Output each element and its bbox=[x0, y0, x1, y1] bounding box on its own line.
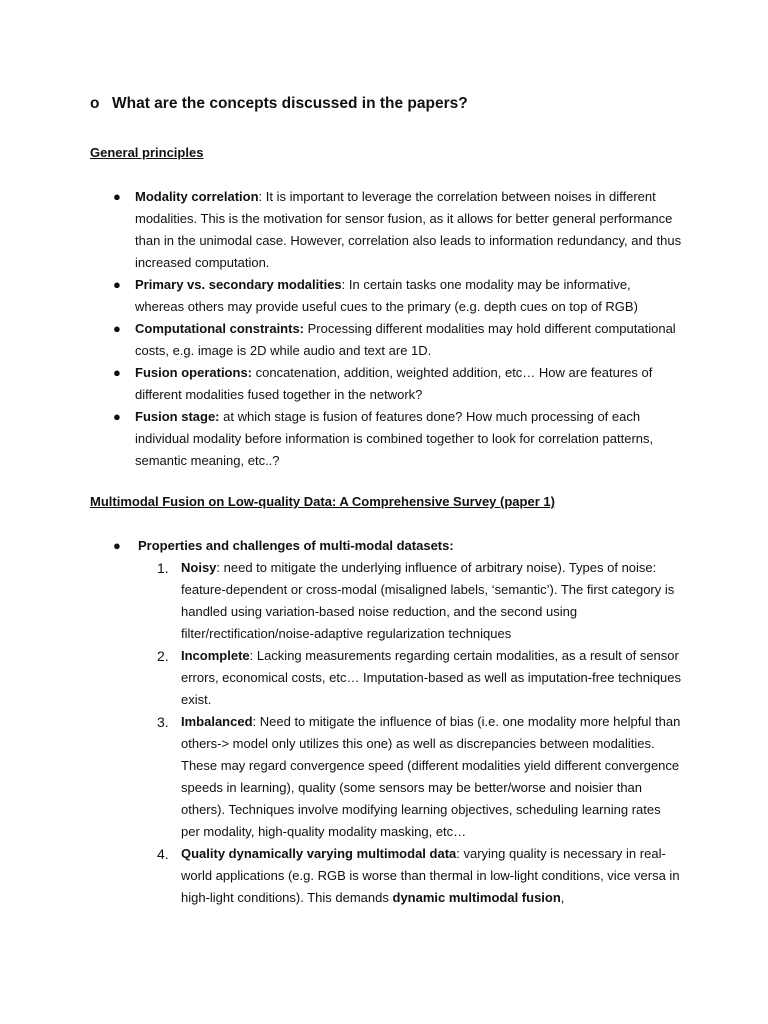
item-number: 4. bbox=[157, 846, 169, 862]
item-text: : Lacking measurements regarding certain modalities, as a result of sensor errors, economical costs, etc… Imputation-based as well as imputation-free techniques exist. bbox=[181, 648, 682, 707]
item-term: Modality correlation bbox=[135, 189, 259, 204]
heading-bullet: o bbox=[90, 95, 100, 112]
item-text: : Need to mitigate the influence of bias (i.e. one modality more helpful than others-> model only utilizes this one) as well as discrepancies between modalities. These may regard convergence speed (different modalities yield different convergence speeds in learning), quality (some sensors may be better/worse and noisier than others). Techniques involve modifying learning objectives, scheduling learning rates per modality, high-quality modality masking, etc… bbox=[181, 714, 681, 839]
item-term: Incomplete bbox=[181, 648, 250, 663]
heading-text: What are the concepts discussed in the papers? bbox=[112, 95, 468, 112]
item-term: Primary vs. secondary modalities bbox=[135, 277, 342, 292]
general-principles-list bbox=[113, 186, 683, 472]
properties-list bbox=[157, 557, 682, 909]
item-term: Fusion operations: bbox=[135, 365, 252, 380]
bullet-icon: ● bbox=[113, 321, 121, 336]
list-item bbox=[113, 406, 683, 472]
item-text: at which stage is fusion of features done? How much processing of each individual modality before information is combined together to look for correlation patterns, semantic meaning, etc..? bbox=[135, 409, 654, 468]
bullet-icon: ● bbox=[113, 538, 121, 553]
item-term: Quality dynamically varying multimodal data bbox=[181, 846, 457, 861]
list-item bbox=[157, 557, 681, 645]
bullet-icon: ● bbox=[113, 365, 121, 380]
item-text: : It is important to leverage the correlation between noises in different modalities. This is the motivation for sensor fusion, as it allows for better general performance than in the unimodal case. However, correlation also leads to information redundancy, and thus increased computation. bbox=[135, 189, 682, 270]
item-text: Processing different modalities may hold different computational costs, e.g. image is 2D while audio and text are 1D. bbox=[135, 321, 676, 358]
item-term: Fusion stage: bbox=[135, 409, 220, 424]
list-item bbox=[113, 318, 683, 362]
item-number: 2. bbox=[157, 648, 169, 664]
properties-heading-text: Properties and challenges of multi-modal datasets: bbox=[138, 538, 454, 553]
list-item bbox=[157, 843, 681, 909]
item-text: concatenation, addition, weighted addition, etc… How are features of different modalities fused together in the network? bbox=[135, 365, 653, 402]
item-number: 3. bbox=[157, 714, 169, 730]
list-item bbox=[113, 186, 683, 274]
bullet-icon: ● bbox=[113, 409, 121, 424]
item-tail-bold: dynamic multimodal fusion bbox=[392, 890, 561, 905]
item-number: 1. bbox=[157, 560, 169, 576]
item-text: : varying quality is necessary in real-world applications (e.g. RGB is worse than thermal in low-light conditions, vice versa in high-light conditions). This demands bbox=[181, 846, 680, 905]
paper1-title: Multimodal Fusion on Low-quality Data: A Comprehensive Survey (paper 1) bbox=[90, 494, 555, 509]
item-term: Computational constraints: bbox=[135, 321, 305, 336]
properties-heading bbox=[113, 535, 673, 557]
bullet-icon: ● bbox=[113, 277, 121, 292]
item-tail: , bbox=[560, 890, 565, 905]
bullet-icon: ● bbox=[113, 189, 121, 204]
item-text: : In certain tasks one modality may be informative, whereas others may provide useful cues to the primary (e.g. depth cues on top of RGB) bbox=[135, 277, 638, 314]
list-item bbox=[157, 711, 681, 843]
list-item bbox=[157, 645, 682, 711]
item-text: : need to mitigate the underlying influence of arbitrary noise). Types of noise: feature-dependent or cross-modal (misaligned labels, ‘semantic’). The first category is handled using variation-based noise reduction, and the second using filter/rectification/noise-adaptive regularization techniques bbox=[181, 560, 675, 641]
item-term: Noisy bbox=[181, 560, 217, 575]
question-heading bbox=[90, 93, 730, 115]
general-principles-title: General principles bbox=[90, 145, 204, 160]
list-item bbox=[113, 362, 683, 406]
list-item bbox=[113, 274, 683, 318]
item-term: Imbalanced bbox=[181, 714, 253, 729]
